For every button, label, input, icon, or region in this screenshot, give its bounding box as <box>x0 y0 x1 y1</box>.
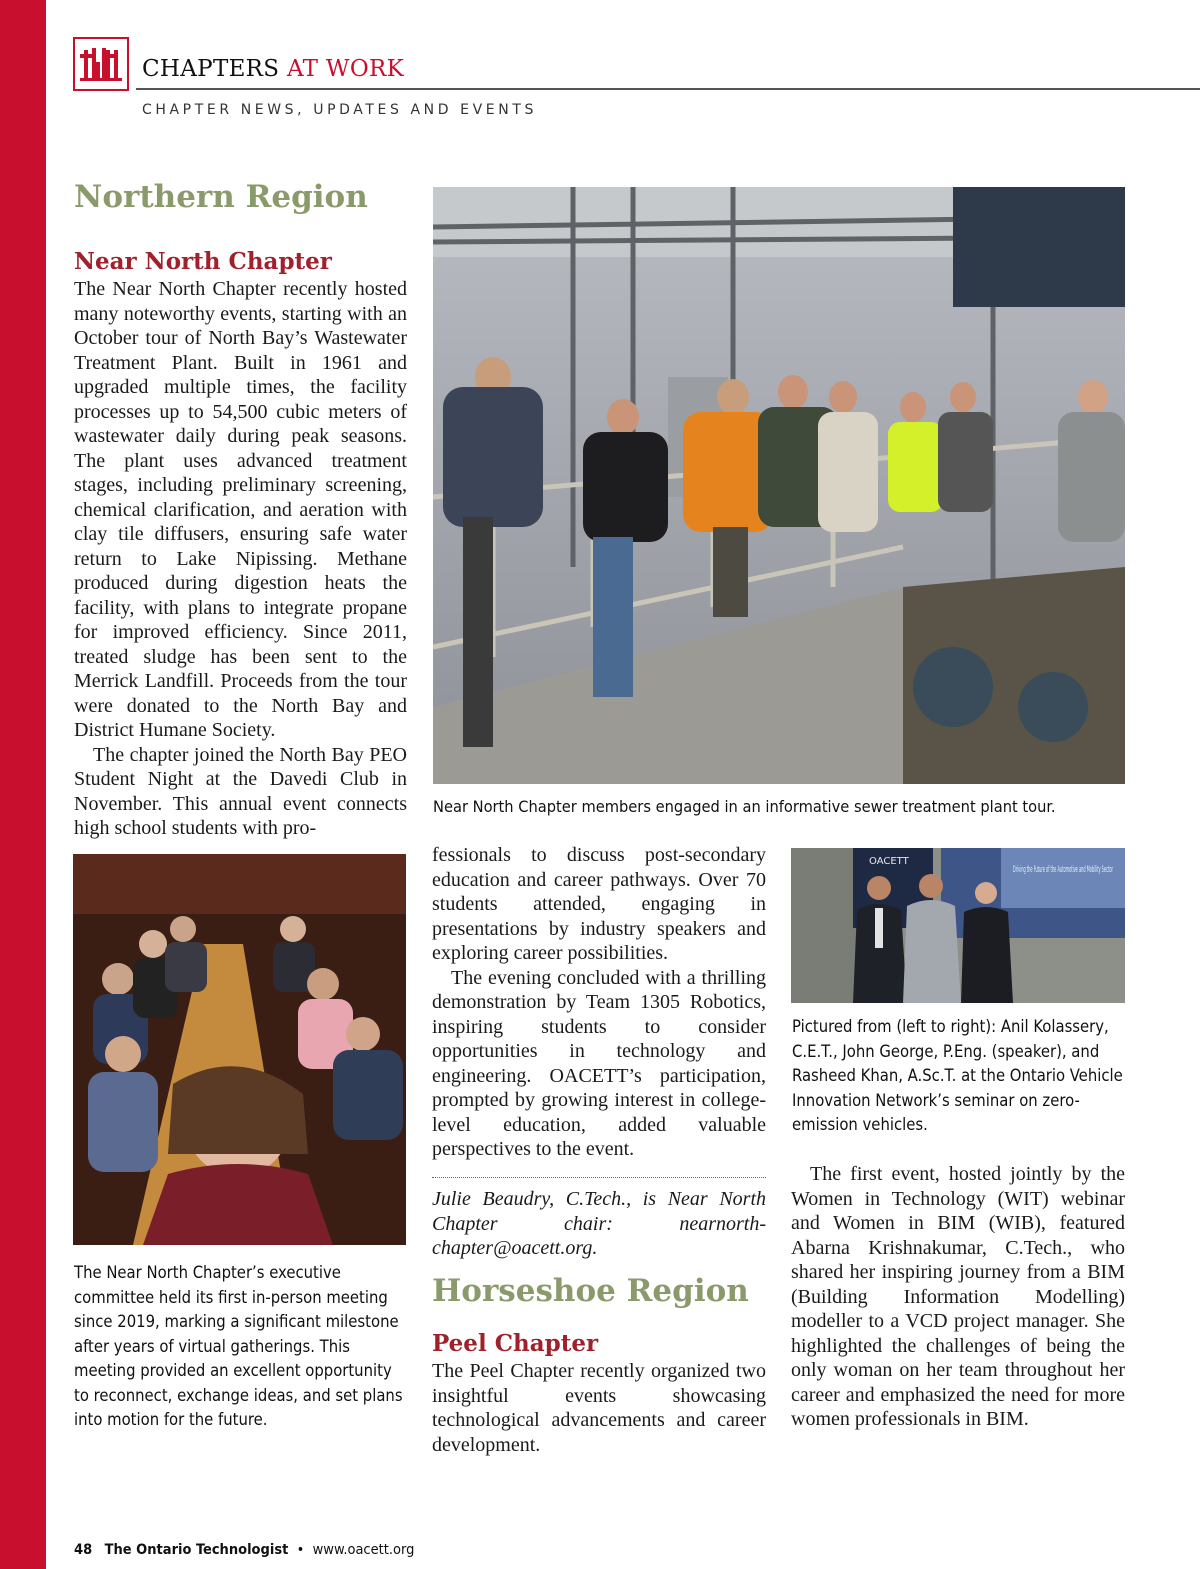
section-subtitle: CHAPTER NEWS, UPDATES AND EVENTS <box>142 102 537 118</box>
near-north-paragraph-2-end: fessionals to discuss post-secondary education and career pathways. Over 70 students attended, engaging in presentations by industry speakers and exploring career possibilities. <box>432 844 766 964</box>
page-footer <box>74 1542 414 1558</box>
page-edge-bar <box>0 0 46 1569</box>
near-north-paragraph-3: The evening concluded with a thrilling demonstration by Team 1305 Robotics, inspiring students to consider opportunities in technology and engineering. OACETT’s participation, prompted by growing interest in college-level education, added valuable perspectives to the event. <box>432 966 766 1160</box>
byline-divider <box>432 1177 766 1178</box>
near-north-byline: Julie Beaudry, C.Tech., is Near North Chapter chair: nearnorth-chapter@oacett.org. <box>432 1188 766 1259</box>
peel-paragraph-2: The first event, hosted jointly by the Women in Technology (WIT) webinar and Women in BIM (WIB), featured Abarna Krishnakumar, C.Tech., who shared her inspiring journey from a BIM (Building Information Modelling) modeller to a VCD project manager. She highlighted the challenges of being the only woman on her team throughout her career and emphasized the need for more women professionals in BIM. <box>791 1163 1125 1430</box>
chapter-heading-peel: Peel Chapter <box>432 1330 599 1357</box>
publication-name: The Ontario Technologist <box>104 1542 289 1558</box>
banner-text: OACETT <box>869 856 909 867</box>
website-link[interactable]: www.oacett.org <box>312 1542 415 1558</box>
page-number: 48 <box>74 1542 93 1558</box>
near-north-body-middle <box>432 843 766 1162</box>
photo-ovin-seminar-caption: Pictured from (left to right): Anil Kolassery, C.E.T., John George, P.Eng. (speaker), and Rasheed Khan, A.Sc.T. at the Ontario Vehicle Innovation Network’s seminar on zero-emission vehicles. <box>792 1017 1123 1134</box>
region-heading-northern: Northern Region <box>74 179 368 215</box>
screen-text: Driving the Future of the Automotive and Mobility Sector <box>1013 865 1114 875</box>
peel-body-right <box>791 1162 1125 1432</box>
footer-separator: • <box>296 1542 305 1558</box>
photo-executive-committee-caption: The Near North Chapter’s executive committee held its first in-person meeting since 2019, marking a significant milestone after years of virtual gatherings. This meeting provided an excellent opportunity to reconnect, exchange ideas, and set plans into motion for the future. <box>74 1263 403 1429</box>
peel-paragraph-1: The Peel Chapter recently organized two insightful events showcasing technological advancements and career development. <box>432 1360 766 1456</box>
peel-body-middle <box>432 1359 766 1457</box>
photo-executive-committee <box>73 854 406 1245</box>
region-heading-horseshoe: Horseshoe Region <box>432 1273 749 1309</box>
near-north-paragraph-1: The Near North Chapter recently hosted many noteworthy events, starting with an October tour of North Bay’s Wastewater Treatment Plant. Built in 1961 and upgraded multiple times, the facility processes up to 54,500 cubic meters of wastewater daily during peak seasons. The plant uses advanced treatment stages, including preliminary screening, chemical clarification, and aeration with clay tile diffusers, ensuring safe water return to Lake Nipissing. Methane produced during digestion heats the facility, with plans to integrate propane for improved efficiency. Since 2011, treated sludge has been sent to the Merrick Landfill. Proceeds from the tour were donated to the North Bay and District Humane Society. <box>74 278 407 741</box>
near-north-body-left <box>74 277 407 841</box>
photo-plant-tour-caption: Near North Chapter members engaged in an informative sewer treatment plant tour. <box>433 797 1056 816</box>
section-title: CHAPTERS AT WORK <box>142 56 405 82</box>
oacett-logo <box>73 37 129 91</box>
photo-plant-tour <box>433 187 1125 784</box>
chapter-heading-near-north: Near North Chapter <box>74 248 332 275</box>
header-rule <box>136 88 1200 90</box>
near-north-paragraph-2-start: The chapter joined the North Bay PEO Student Night at the Davedi Club in November. This annual event connects high school students with pro- <box>74 743 407 839</box>
photo-ovin-seminar <box>791 848 1125 1003</box>
